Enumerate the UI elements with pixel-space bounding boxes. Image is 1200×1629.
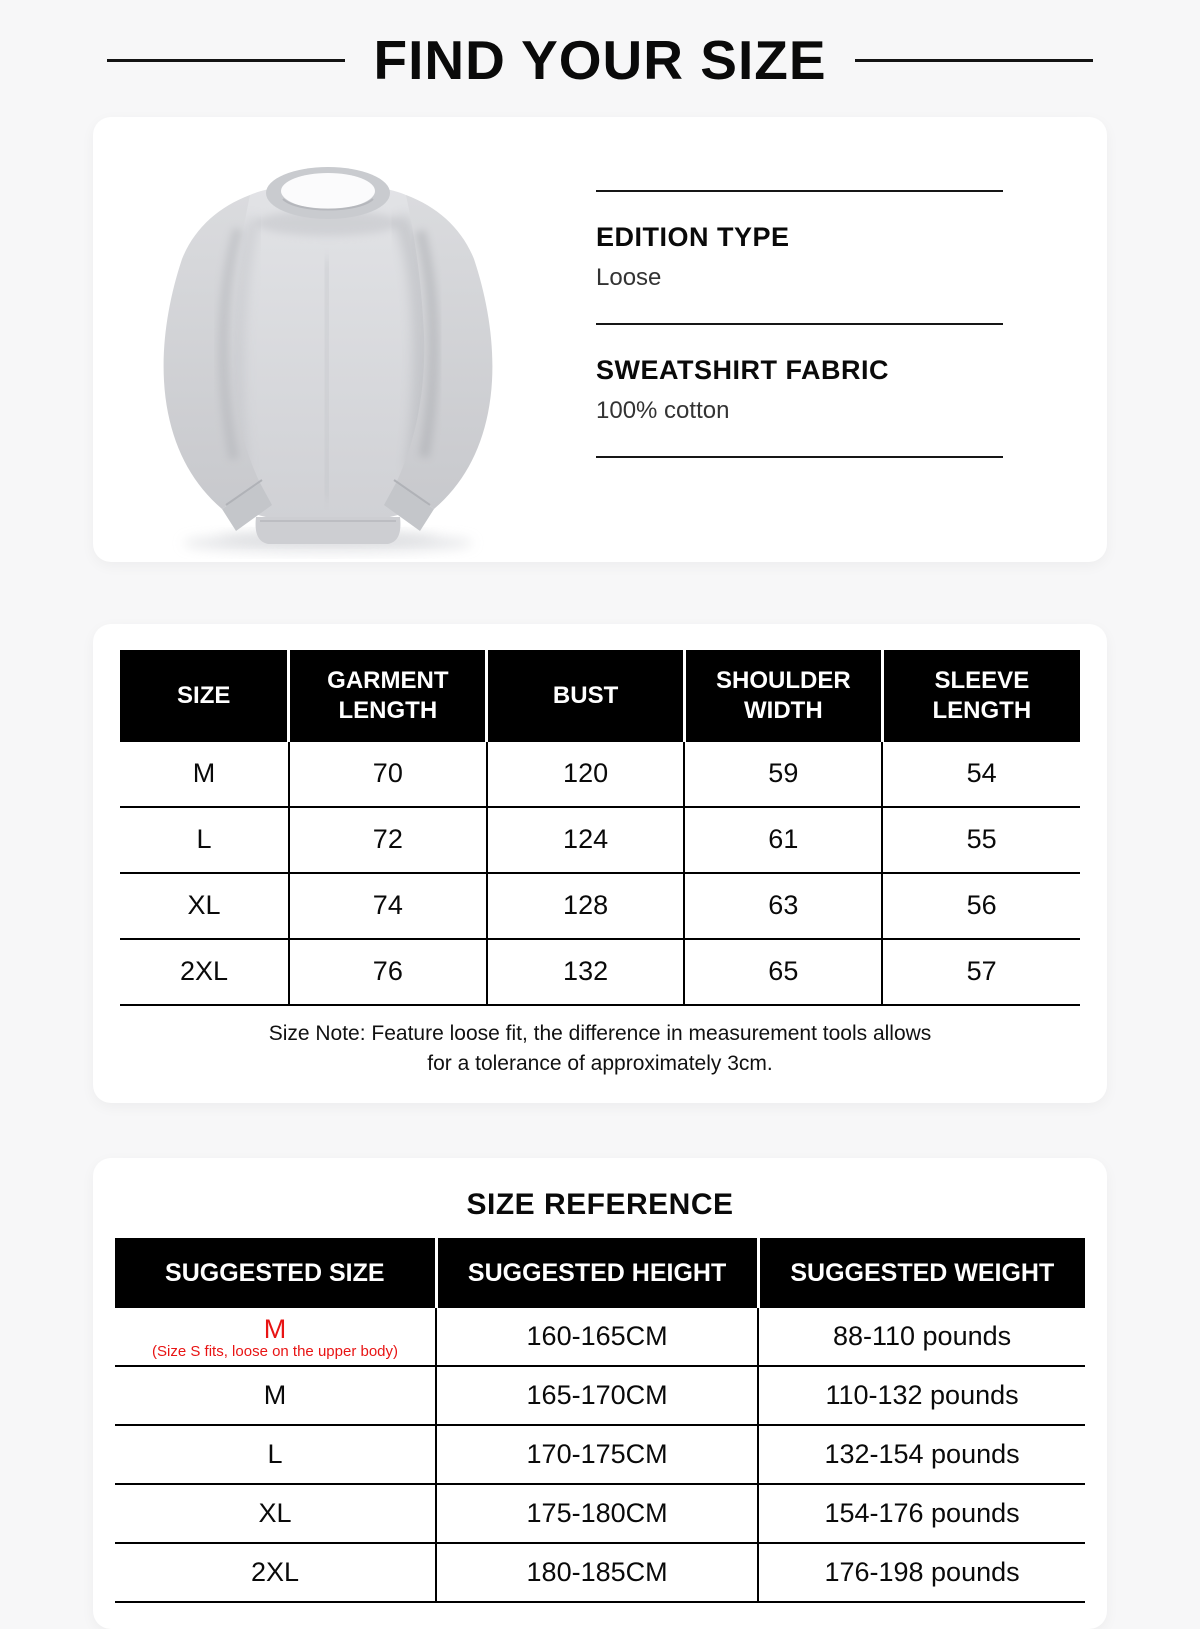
cell-suggested-weight: 176-198 pounds bbox=[758, 1543, 1085, 1602]
page-title: FIND YOUR SIZE bbox=[373, 29, 827, 91]
divider-top bbox=[596, 190, 1003, 192]
cell-suggested-size: M bbox=[115, 1366, 436, 1425]
cell-garment-length: 70 bbox=[289, 742, 487, 807]
size-note-line-2: for a tolerance of approximately 3cm. bbox=[427, 1051, 773, 1075]
divider-bottom bbox=[596, 456, 1003, 458]
reference-row-l bbox=[115, 1425, 1085, 1484]
cell-suggested-weight: 132-154 pounds bbox=[758, 1425, 1085, 1484]
column-header-bust: BUST bbox=[487, 650, 685, 742]
size-reference-card bbox=[93, 1158, 1107, 1629]
page-title-row bbox=[0, 0, 1200, 91]
sweatshirt-illustration bbox=[138, 139, 518, 559]
size-reference-table bbox=[115, 1238, 1085, 1603]
cell-shoulder-width: 59 bbox=[684, 742, 882, 807]
cell-sleeve-length: 56 bbox=[882, 873, 1080, 939]
spec-edition-type-value: Loose bbox=[596, 263, 662, 291]
cell-size: M bbox=[192, 758, 216, 788]
cell-suggested-height: 170-175CM bbox=[436, 1425, 758, 1484]
column-header-sleeve-length: SLEEVE LENGTH bbox=[882, 650, 1080, 742]
cell-garment-length: 72 bbox=[289, 807, 487, 873]
spec-edition-type bbox=[596, 222, 1003, 292]
title-right-line bbox=[855, 59, 1093, 62]
column-header-size: SIZE bbox=[120, 650, 289, 742]
product-card bbox=[93, 117, 1107, 562]
reference-row-2xl bbox=[115, 1543, 1085, 1602]
cell-shoulder-width: 65 bbox=[684, 939, 882, 1005]
cell-bust: 120 bbox=[487, 742, 685, 807]
column-header-suggested-size: SUGGESTED SIZE bbox=[115, 1238, 436, 1308]
cell-suggested-height: 180-185CM bbox=[436, 1543, 758, 1602]
reference-row-m-small bbox=[115, 1308, 1085, 1366]
cell-suggested-size: XL bbox=[115, 1484, 436, 1543]
cell-sleeve-length: 54 bbox=[882, 742, 1080, 807]
title-left-line bbox=[107, 59, 345, 62]
cell-suggested-weight: 110-132 pounds bbox=[758, 1366, 1085, 1425]
size-chart-card bbox=[93, 624, 1107, 1104]
highlighted-size-note: (Size S fits, loose on the upper body) bbox=[152, 1342, 399, 1360]
cell-suggested-size: 2XL bbox=[115, 1543, 436, 1602]
reference-row-m bbox=[115, 1366, 1085, 1425]
cell-suggested-weight: 154-176 pounds bbox=[758, 1484, 1085, 1543]
table-row-l bbox=[120, 807, 1080, 873]
cell-suggested-weight: 88-110 pounds bbox=[758, 1308, 1085, 1366]
column-header-shoulder-width: SHOULDER WIDTH bbox=[684, 650, 882, 742]
cell-suggested-size bbox=[115, 1308, 436, 1366]
size-note bbox=[93, 1019, 1107, 1080]
size-chart-table bbox=[120, 650, 1080, 1006]
highlighted-size: M bbox=[263, 1313, 287, 1344]
product-image-sweatshirt bbox=[93, 117, 563, 562]
spec-fabric-value: 100% cotton bbox=[596, 396, 730, 424]
size-reference-header-row bbox=[115, 1238, 1085, 1308]
cell-size: 2XL bbox=[120, 939, 289, 1005]
cell-garment-length: 74 bbox=[289, 873, 487, 939]
column-header-garment-length: GARMENT LENGTH bbox=[289, 650, 487, 742]
cell-suggested-height: 160-165CM bbox=[436, 1308, 758, 1366]
table-row-m bbox=[120, 742, 1080, 807]
cell-size: L bbox=[120, 807, 289, 873]
cell-shoulder-width: 63 bbox=[684, 873, 882, 939]
cell-suggested-size: L bbox=[115, 1425, 436, 1484]
table-row-2xl bbox=[120, 939, 1080, 1005]
cell-garment-length: 76 bbox=[289, 939, 487, 1005]
cell-sleeve-length: 55 bbox=[882, 807, 1080, 873]
spec-edition-type-label: EDITION TYPE bbox=[596, 221, 790, 252]
size-note-line-1: Size Note: Feature loose fit, the difference in measurement tools allows bbox=[268, 1021, 932, 1045]
cell-shoulder-width: 61 bbox=[684, 807, 882, 873]
spec-fabric bbox=[596, 355, 1003, 425]
cell-bust: 124 bbox=[487, 807, 685, 873]
cell-bust: 132 bbox=[487, 939, 685, 1005]
divider-middle bbox=[596, 323, 1003, 325]
size-reference-title: SIZE REFERENCE bbox=[466, 1188, 734, 1222]
cell-bust: 128 bbox=[487, 873, 685, 939]
column-header-suggested-height: SUGGESTED HEIGHT bbox=[436, 1238, 758, 1308]
cell-suggested-height: 175-180CM bbox=[436, 1484, 758, 1543]
column-header-suggested-weight: SUGGESTED WEIGHT bbox=[758, 1238, 1085, 1308]
size-chart-header-row bbox=[120, 650, 1080, 742]
cell-sleeve-length: 57 bbox=[882, 939, 1080, 1005]
spec-fabric-label: SWEATSHIRT FABRIC bbox=[596, 354, 889, 385]
product-info-panel bbox=[596, 117, 1003, 562]
cell-size: XL bbox=[120, 873, 289, 939]
cell-suggested-height: 165-170CM bbox=[436, 1366, 758, 1425]
reference-row-xl bbox=[115, 1484, 1085, 1543]
table-row-xl bbox=[120, 873, 1080, 939]
